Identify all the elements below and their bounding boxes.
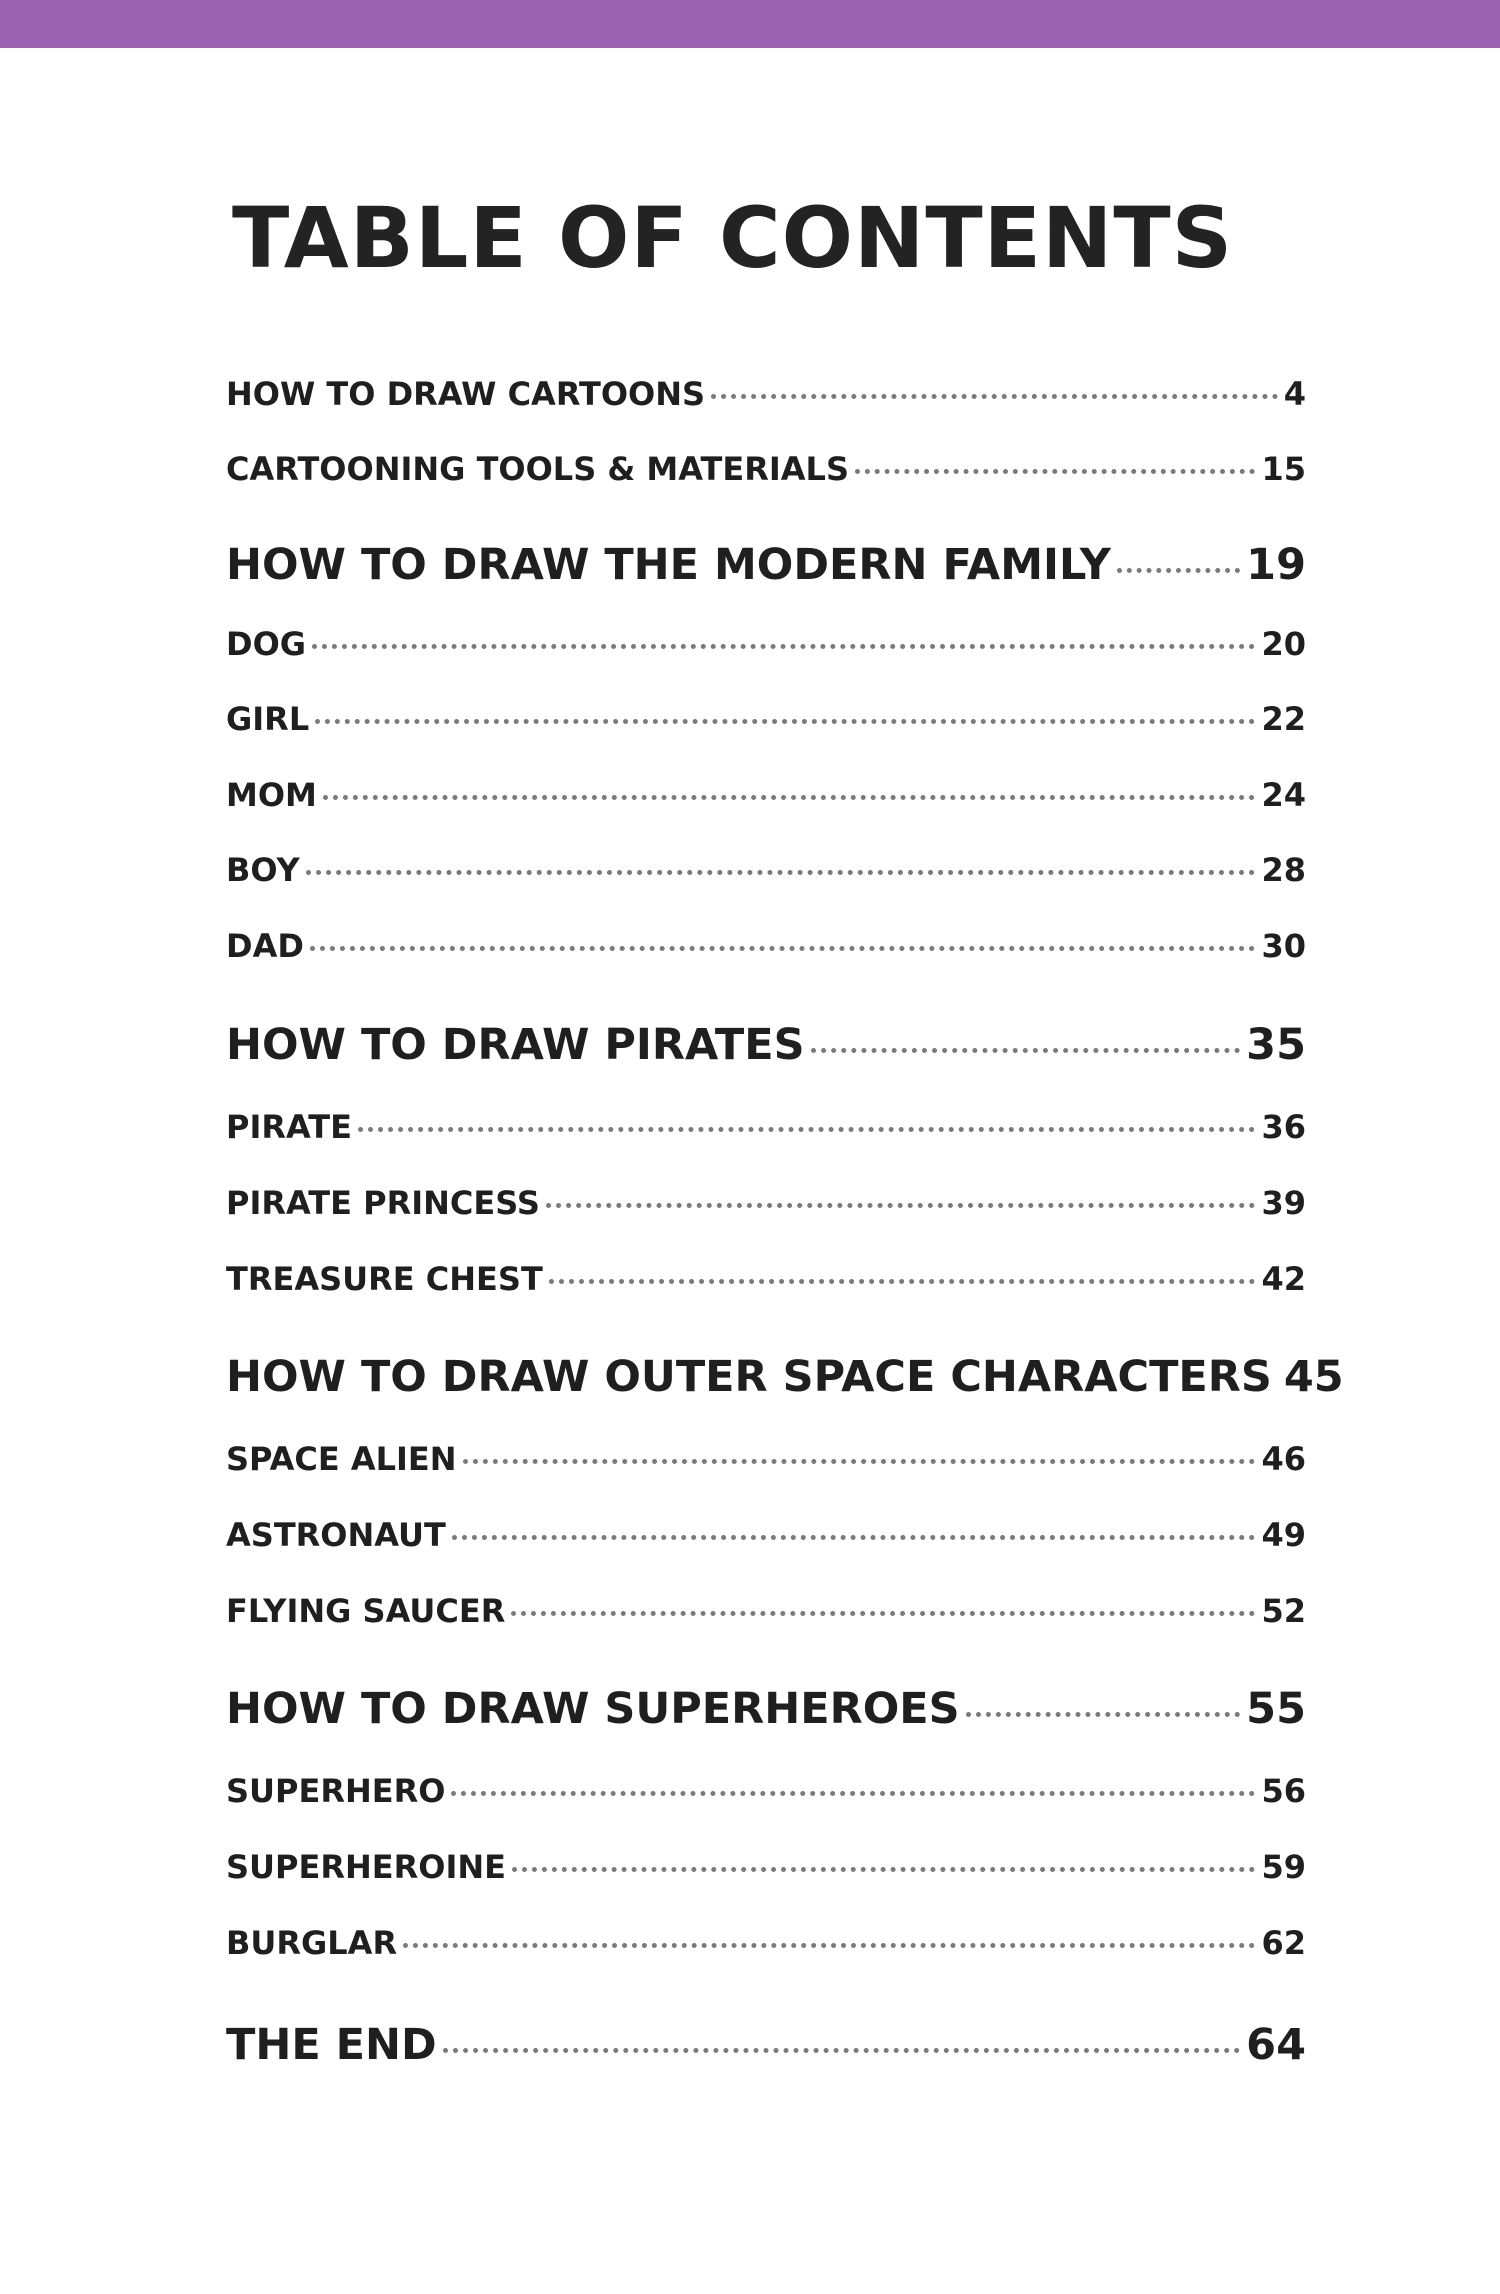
toc-entry-page: 24 (1261, 776, 1306, 814)
toc-dot-leader (452, 1535, 1256, 1540)
toc-entry-label: SPACE ALIEN (226, 1440, 457, 1478)
toc-entry-superheroine[interactable] (226, 1848, 1306, 1894)
toc-entry-astronaut[interactable] (226, 1516, 1306, 1562)
toc-entry-page: 59 (1261, 1848, 1306, 1886)
toc-dot-leader (451, 1791, 1255, 1796)
toc-entry-superhero[interactable] (226, 1772, 1306, 1818)
toc-entry-label: DAD (226, 927, 304, 965)
toc-section-page: 19 (1246, 540, 1306, 590)
toc-entry-how-to-draw-cartoons[interactable] (226, 375, 1306, 421)
toc-section-label: HOW TO DRAW PIRATES (226, 1020, 805, 1070)
toc-dot-leader (323, 795, 1256, 800)
toc-entry-label: DOG (226, 625, 307, 663)
toc-entry-page: 30 (1261, 927, 1306, 965)
page-title: TABLE OF CONTENTS (232, 189, 1234, 287)
toc-entry-boy[interactable] (226, 851, 1306, 897)
toc-dot-leader (443, 2048, 1240, 2053)
toc-entry-label: PIRATE PRINCESS (226, 1184, 540, 1222)
toc-entry-page: 20 (1261, 625, 1306, 663)
toc-section-label: HOW TO DRAW SUPERHEROES (226, 1684, 960, 1734)
toc-dot-leader (306, 870, 1256, 875)
toc-dot-leader (463, 1459, 1256, 1464)
toc-section-outer-space[interactable] (226, 1352, 1344, 1412)
toc-dot-leader (511, 1611, 1255, 1616)
toc-entry-label: SUPERHERO (226, 1772, 446, 1810)
toc-entry-label: TREASURE CHEST (226, 1260, 543, 1298)
toc-section-label: THE END (226, 2020, 437, 2070)
toc-section-page: 35 (1246, 1020, 1306, 1070)
toc-entry-page: 52 (1261, 1592, 1306, 1630)
toc-entry-label: MOM (226, 776, 317, 814)
toc-section-the-end[interactable] (226, 2020, 1306, 2080)
toc-entry-burglar[interactable] (226, 1924, 1306, 1970)
toc-entry-page: 15 (1261, 450, 1306, 488)
toc-entry-page: 36 (1261, 1108, 1306, 1146)
toc-entry-treasure-chest[interactable] (226, 1260, 1306, 1306)
toc-section-label: HOW TO DRAW OUTER SPACE CHARACTERS (226, 1352, 1272, 1402)
toc-entry-label: CARTOONING TOOLS & MATERIALS (226, 450, 849, 488)
toc-entry-pirate-princess[interactable] (226, 1184, 1306, 1230)
toc-entry-label: HOW TO DRAW CARTOONS (226, 375, 706, 413)
toc-dot-leader (358, 1127, 1256, 1132)
toc-entry-page: 62 (1261, 1924, 1306, 1962)
toc-entry-page: 39 (1261, 1184, 1306, 1222)
toc-dot-leader (512, 1867, 1255, 1872)
toc-dot-leader (549, 1279, 1256, 1284)
toc-section-page: 64 (1246, 2020, 1306, 2070)
top-color-band (0, 0, 1500, 48)
toc-section-page: 55 (1246, 1684, 1306, 1734)
toc-entry-cartooning-tools-materials[interactable] (226, 450, 1306, 496)
toc-entry-pirate[interactable] (226, 1108, 1306, 1154)
toc-entry-label: BOY (226, 851, 300, 889)
toc-entry-dog[interactable] (226, 625, 1306, 671)
toc-entry-page: 42 (1261, 1260, 1306, 1298)
toc-entry-label: SUPERHEROINE (226, 1848, 507, 1886)
toc-dot-leader (315, 719, 1255, 724)
toc-section-modern-family[interactable] (226, 540, 1306, 600)
toc-entry-page: 56 (1261, 1772, 1306, 1810)
toc-dot-leader (811, 1048, 1241, 1053)
toc-entry-page: 28 (1261, 851, 1306, 889)
toc-dot-leader (403, 1943, 1255, 1948)
toc-section-superheroes[interactable] (226, 1684, 1306, 1744)
toc-dot-leader (711, 394, 1278, 399)
toc-entry-label: ASTRONAUT (226, 1516, 446, 1554)
toc-entry-label: GIRL (226, 700, 310, 738)
toc-section-pirates[interactable] (226, 1020, 1306, 1080)
toc-section-page: 45 (1283, 1352, 1344, 1402)
toc-entry-label: PIRATE (226, 1108, 352, 1146)
toc-entry-space-alien[interactable] (226, 1440, 1306, 1486)
toc-entry-label: FLYING SAUCER (226, 1592, 506, 1630)
toc-entry-page: 46 (1261, 1440, 1306, 1478)
toc-dot-leader (312, 644, 1255, 649)
toc-entry-girl[interactable] (226, 700, 1306, 746)
toc-dot-leader (546, 1203, 1256, 1208)
toc-entry-page: 4 (1283, 375, 1306, 413)
toc-dot-leader (855, 469, 1255, 474)
toc-entry-dad[interactable] (226, 927, 1306, 973)
toc-entry-flying-saucer[interactable] (226, 1592, 1306, 1638)
toc-entry-label: BURGLAR (226, 1924, 398, 1962)
toc-dot-leader (966, 1712, 1241, 1717)
toc-section-label: HOW TO DRAW THE MODERN FAMILY (226, 540, 1111, 590)
toc-dot-leader (310, 946, 1256, 951)
toc-entry-page: 22 (1261, 700, 1306, 738)
toc-entry-mom[interactable] (226, 776, 1306, 822)
toc-dot-leader (1117, 568, 1240, 573)
toc-entry-page: 49 (1261, 1516, 1306, 1554)
